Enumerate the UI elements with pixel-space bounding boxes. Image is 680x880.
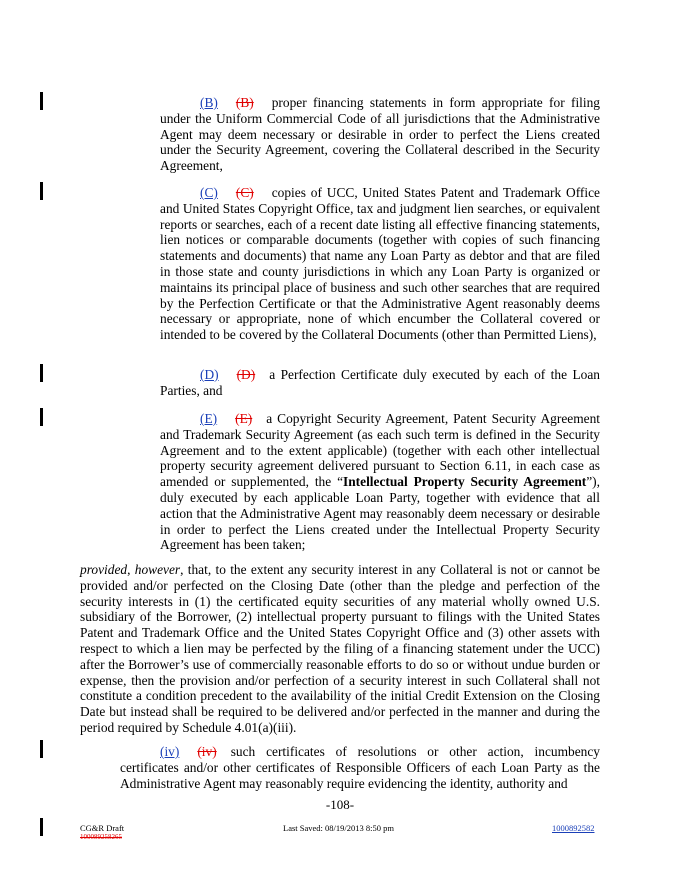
item-b bbox=[160, 95, 600, 174]
item-e-text-b: ”), duly executed by each applicable Loan Party, together with evidence that all action that the Administrative Agent may reasonably deem necessary or desirable in order to perfect the Liens created under the Intellectual Property Security Agreement has been taken; bbox=[160, 474, 600, 553]
item-e-ins-label[interactable]: (E) bbox=[200, 411, 218, 426]
item-d-text: a Perfection Certificate duly executed by each of the Loan Parties, and bbox=[160, 367, 600, 398]
item-b-ins-label[interactable]: (B) bbox=[200, 95, 218, 110]
item-e-del-label: (E) bbox=[235, 411, 253, 426]
draft-label: CG&R Draft bbox=[80, 823, 125, 833]
doc-id-link[interactable]: 1000892582 bbox=[552, 823, 595, 833]
item-iv-del-label: (iv) bbox=[197, 744, 217, 759]
item-iv-text: such certificates of resolutions or other action, incumbency certificates and/or other certificates of Responsible Officers of each Loan Party as the Administrative Agent may reasonably require evidencing the identity, authority and bbox=[120, 744, 600, 791]
proviso-italic-however: however bbox=[134, 562, 181, 577]
item-c-del-label: (C) bbox=[235, 185, 254, 200]
proviso-paragraph bbox=[80, 562, 600, 736]
change-bar-footer bbox=[40, 818, 43, 836]
defined-term: Intellectual Property Security Agreement bbox=[343, 474, 587, 490]
item-d-ins-label[interactable]: (D) bbox=[200, 367, 219, 382]
item-b-del-label: (B) bbox=[235, 95, 254, 110]
last-saved: Last Saved: 08/19/2013 8:50 pm bbox=[283, 823, 394, 833]
item-b-text: proper financing statements in form appropriate for filing under the Uniform Commercial Code of all jurisdictions that the Administrative Agent may deem necessary or desirable in order to perfect the Liens created under the Security Agreement, covering the Collateral described in the Security Agreement, bbox=[160, 95, 600, 174]
proviso-text: , that, to the extent any security interest in any Collateral is not or cannot be provided and/or perfected on the Closing Date (other than the pledge and perfection of the security interests in (1) the certificated equity securities of any material wholly owned U.S. subsidiary of the Borrower, (2) intellectual property pursuant to filings with the United States Patent and Trademark Office and the United States Copyright Office and (3) other assets with respect to which a lien may be perfected by the filing of a financing statement under the UCC) after the Borrower’s use of commercially reasonable efforts to do so or without undue burden or expense, then the provision and/or perfection of a security interest in such Collateral shall not constitute a condition precedent to the availability of the initial Credit Extension on the Closing Date but instead shall be required to be delivered and/or perfected in the manner and during the period required by Schedule 4.01(a)(iii). bbox=[80, 562, 600, 735]
page-number: -108- bbox=[325, 797, 355, 812]
change-bar-e bbox=[40, 408, 43, 426]
change-bar-b bbox=[40, 92, 43, 110]
item-d bbox=[160, 367, 600, 399]
change-bar-iv bbox=[40, 740, 43, 758]
item-c-text: copies of UCC, United States Patent and Trademark Office and United States Copyright Office, tax and judgment lien searches, or equivalent reports or searches, each of a recent date listing all effective financing statements, lien notices or comparable documents (together with copies of such financing statements and documents) that name any Loan Party as debtor and that are filed in those state and county jurisdictions in which any Loan Party is organized or maintains its principal place of business and such other searches that are required by the Perfection Certificate or that the Administrative Agent reasonably deems necessary or appropriate, none of which encumber the Collateral covered or intended to be covered by the Collateral Documents (other than Permitted Liens), bbox=[160, 185, 600, 343]
item-e-text-a: a Copyright Security Agreement, Patent Security Agreement and Trademark Security Agreement (as each such term is defined in the Security Agreement and to the extent applicable) (together with each other intellectual property security agreement delivered pursuant to Section 6.11, in each case as amended or supplemented, the “ bbox=[160, 411, 600, 490]
item-iv bbox=[120, 744, 600, 791]
proviso-italic-provided: provided bbox=[80, 562, 128, 577]
item-iv-ins-label[interactable]: (iv) bbox=[160, 744, 180, 759]
item-c-ins-label[interactable]: (C) bbox=[200, 185, 218, 200]
change-bar-c bbox=[40, 182, 43, 200]
old-doc-id: 100089258265 bbox=[80, 833, 122, 841]
proviso-comma: , bbox=[127, 562, 135, 577]
change-bar-d bbox=[40, 364, 43, 382]
item-c bbox=[160, 185, 600, 343]
item-e bbox=[160, 411, 600, 553]
footer-left bbox=[80, 823, 124, 841]
item-d-del-label: (D) bbox=[236, 367, 256, 382]
